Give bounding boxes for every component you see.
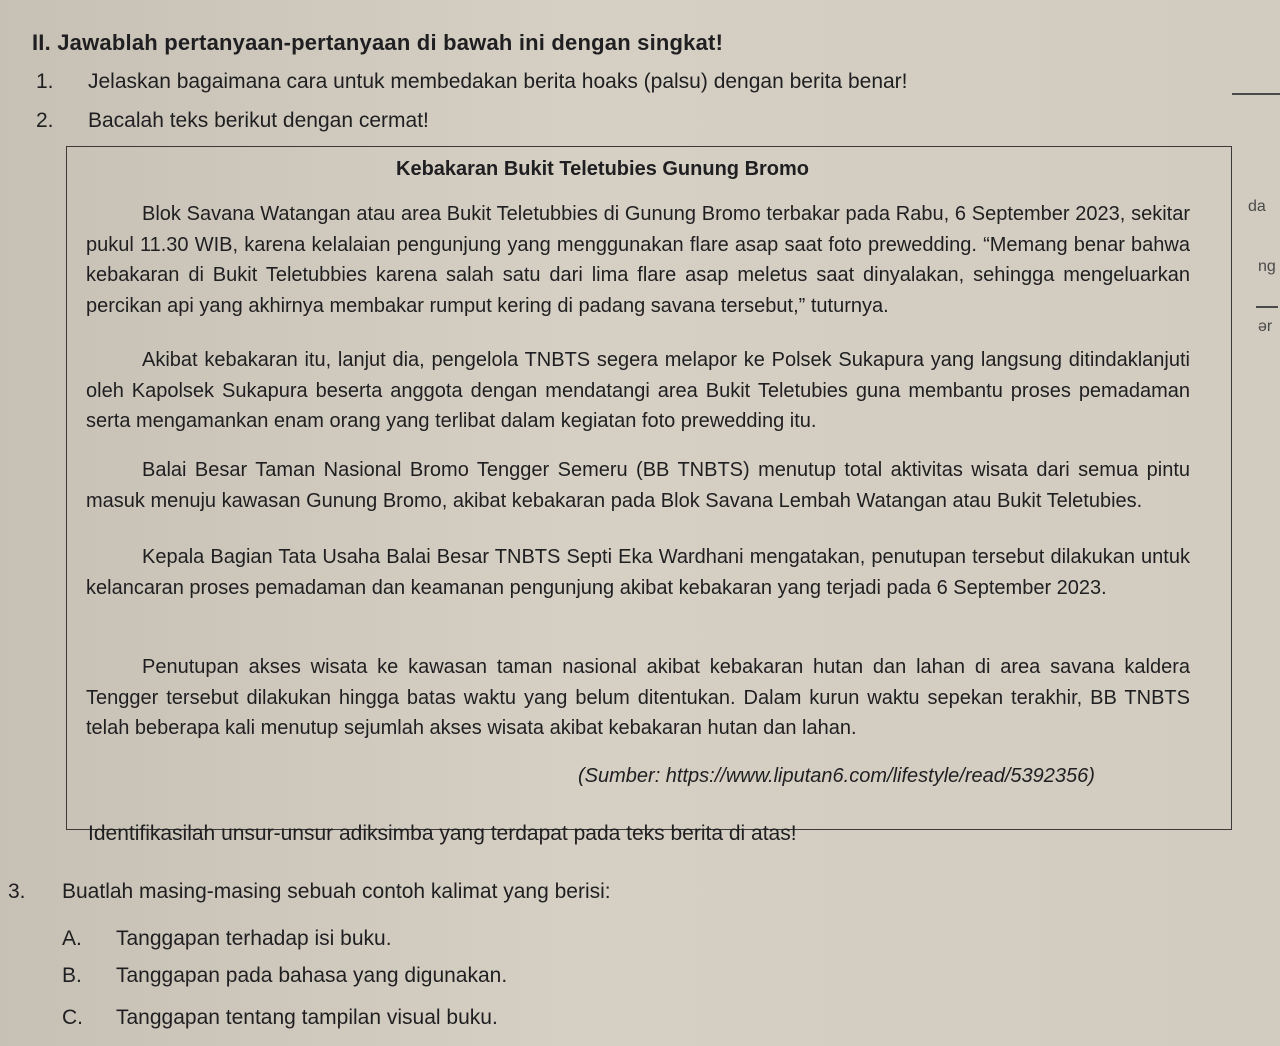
article-paragraph-5: Penutupan akses wisata ke kawasan taman nasional akibat kebakaran hutan dan lahan di area savana kaldera Tengger tersebut dilakukan hingga batas waktu yang belum ditentukan. Dalam kurun waktu sepekan terakhir, BB TNBTS telah beberapa kali menutup sejumlah akses wisata akibat kebakaran hutan dan lahan. (86, 656, 1190, 740)
option-a (62, 927, 392, 951)
article-paragraph-2: Akibat kebakaran itu, lanjut dia, pengelola TNBTS segera melapor ke Polsek Sukapura yang langsung ditindaklanjuti oleh Kapolsek Sukapura beserta anggota dengan mendatangi area Bukit Teletubies guna membantu proses pemadaman serta mengamankan enam orang yang terlibat dalam kegiatan foto prewedding itu. (86, 349, 1190, 433)
question-3-text: Buatlah masing-masing sebuah contoh kalimat yang berisi: (62, 880, 611, 903)
question-2-text: Bacalah teks berikut dengan cermat! (88, 109, 429, 132)
option-a-letter: A. (62, 927, 82, 950)
instruction-text: Identifikasilah unsur-unsur adiksimba yang terdapat pada teks berita di atas! (88, 822, 797, 845)
question-1 (36, 70, 908, 94)
margin-line-1 (1232, 93, 1280, 95)
option-b-letter: B. (62, 964, 82, 987)
question-3 (8, 880, 611, 904)
margin-fragment-2: ng (1258, 258, 1276, 275)
question-1-text: Jelaskan bagaimana cara untuk membedakan berita hoaks (palsu) dengan berita benar! (88, 70, 908, 93)
option-c-text: Tanggapan tentang tampilan visual buku. (116, 1006, 498, 1029)
option-c-letter: C. (62, 1006, 83, 1029)
question-2-number: 2. (36, 109, 54, 132)
margin-fragment-1: da (1248, 198, 1266, 215)
article-paragraph-4: Kepala Bagian Tata Usaha Balai Besar TNBTS Septi Eka Wardhani mengatakan, penutupan tersebut dilakukan untuk kelancaran proses pemadaman dan keamanan pengunjung akibat kebakaran yang terjadi pada 6 September 2023. (86, 546, 1190, 599)
article-title: Kebakaran Bukit Teletubies Gunung Bromo (396, 158, 810, 180)
option-c (62, 1006, 498, 1030)
margin-fragment-3: ər (1258, 318, 1273, 335)
article-source: (Sumber: https://www.liputan6.com/lifestyle/read/5392356) (578, 765, 1095, 787)
question-3-number: 3. (8, 880, 26, 903)
option-b (62, 964, 508, 988)
option-b-text: Tanggapan pada bahasa yang digunakan. (116, 964, 508, 987)
article-paragraph-3: Balai Besar Taman Nasional Bromo Tengger Semeru (BB TNBTS) menutup total aktivitas wisata dari semua pintu masuk menuju kawasan Gunung Bromo, akibat kebakaran pada Blok Savana Lembah Watangan atau Bukit Teletubies. (86, 459, 1190, 512)
question-1-number: 1. (36, 70, 54, 93)
option-a-text: Tanggapan terhadap isi buku. (116, 927, 392, 950)
section-heading: II. Jawablah pertanyaan-pertanyaan di bawah ini dengan singkat! (32, 30, 724, 55)
question-2 (36, 109, 429, 133)
article-paragraph-1: Blok Savana Watangan atau area Bukit Teletubbies di Gunung Bromo terbakar pada Rabu, 6 September 2023, sekitar pukul 11.30 WIB, karena kelalaian pengunjung yang menggunakan flare asap saat foto prewedding. “Memang benar bahwa kebakaran di Bukit Teletubbies karena salah satu dari lima flare asap meletus saat dinyalakan, sehingga mengeluarkan percikan api yang akhirnya membakar rumput kering di padang savana tersebut,” tuturnya. (86, 203, 1190, 318)
margin-line-2 (1256, 306, 1278, 308)
